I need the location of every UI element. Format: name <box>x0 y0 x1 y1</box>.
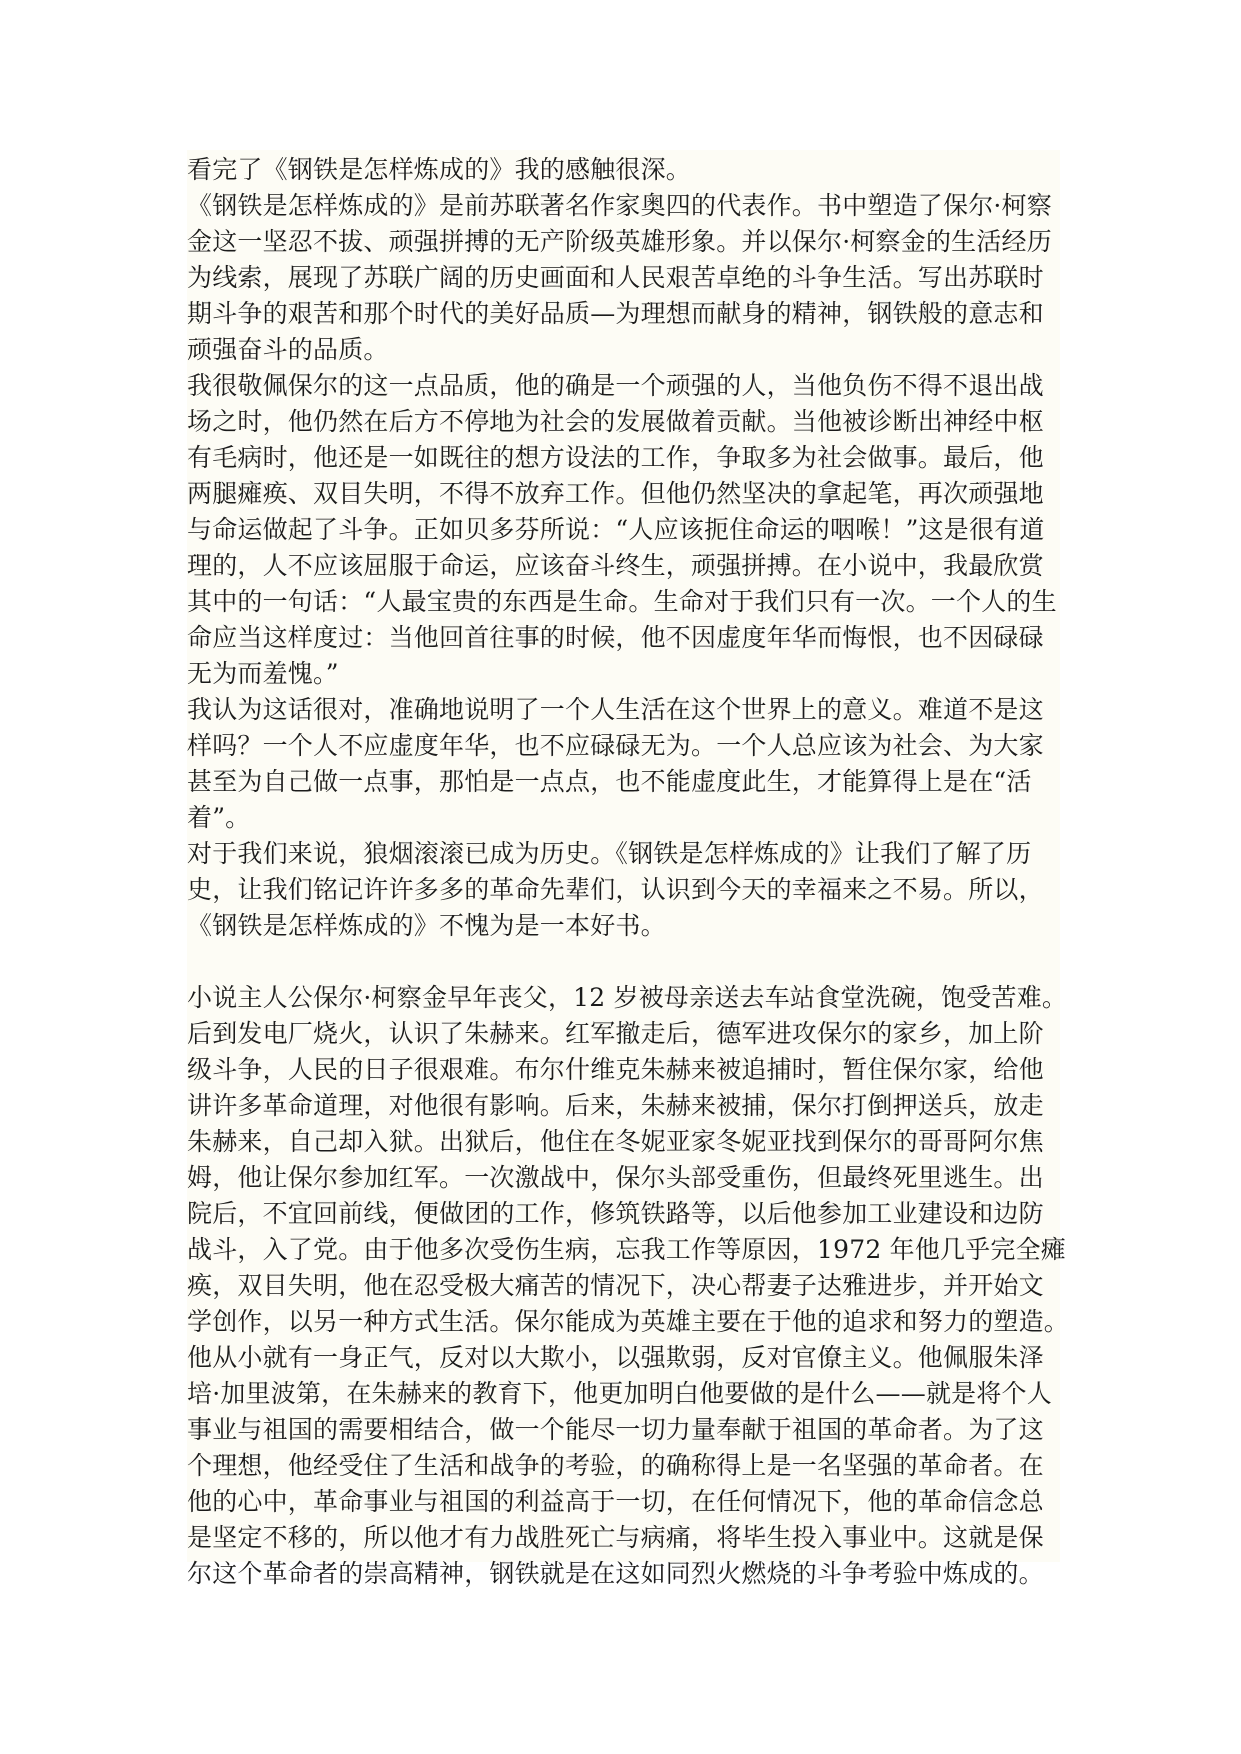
text-line: 级斗争，人民的日子很艰难。布尔什维克朱赫来被追捕时，暂住保尔家，给他 <box>187 1055 1044 1084</box>
text-line: 是坚定不移的，所以他才有力战胜死亡与病痛，将毕生投入事业中。这就是保 <box>187 1523 1044 1552</box>
text-line: 事业与祖国的需要相结合，做一个能尽一切力量奉献于祖国的革命者。为了这 <box>187 1415 1044 1444</box>
text-line: 战斗，入了党。由于他多次受伤生病，忘我工作等原因，1972 年他几乎完全瘫 <box>187 1235 1066 1264</box>
document-body <box>187 152 1070 1592</box>
text-line: 其中的一句话：“人最宝贵的东西是生命。生命对于我们只有一次。一个人的生 <box>187 587 1057 616</box>
text-line: 史，让我们铭记许许多多的革命先辈们，认识到今天的幸福来之不易。所以， <box>187 875 1044 904</box>
document-page <box>187 150 1070 1588</box>
text-line: 姆，他让保尔参加红军。一次激战中，保尔头部受重伤，但最终死里逃生。出 <box>187 1163 1044 1192</box>
text-line: 后到发电厂烧火，认识了朱赫来。红军撤走后，德军进攻保尔的家乡，加上阶 <box>187 1019 1044 1048</box>
text-line: 培·加里波第，在朱赫来的教育下，他更加明白他要做的是什么——就是将个人 <box>187 1379 1052 1408</box>
text-line: 顽强奋斗的品质。 <box>187 335 389 364</box>
text-line: 金这一坚忍不拔、顽强拼搏的无产阶级英雄形象。并以保尔·柯察金的生活经历 <box>187 227 1052 256</box>
text-line: 《钢铁是怎样炼成的》是前苏联著名作家奥四的代表作。书中塑造了保尔·柯察 <box>187 191 1052 220</box>
text-line: 我认为这话很对，准确地说明了一个人生活在这个世界上的意义。难道不是这 <box>187 695 1044 724</box>
text-line: 讲许多革命道理，对他很有影响。后来，朱赫来被捕，保尔打倒押送兵，放走 <box>187 1091 1044 1120</box>
text-line: 甚至为自己做一点事，那怕是一点点，也不能虚度此生，才能算得上是在“活 <box>187 767 1032 796</box>
text-line: 命应当这样度过：当他回首往事的时候，他不因虚度年华而悔恨，也不因碌碌 <box>187 623 1044 652</box>
text-line: 院后，不宜回前线，便做团的工作，修筑铁路等，以后他参加工业建设和边防 <box>187 1199 1044 1228</box>
text-line: 朱赫来，自己却入狱。出狱后，他住在冬妮亚家冬妮亚找到保尔的哥哥阿尔焦 <box>187 1127 1044 1156</box>
text-line: 对于我们来说，狼烟滚滚已成为历史。《钢铁是怎样炼成的》让我们了解了历 <box>187 839 1032 868</box>
text-line: 学创作，以另一种方式生活。保尔能成为英雄主要在于他的追求和努力的塑造。 <box>187 1307 1070 1336</box>
text-line: 《钢铁是怎样炼成的》不愧为是一本好书。 <box>187 911 666 940</box>
text-line: 个理想，他经受住了生活和战争的考验，的确称得上是一名坚强的革命者。在 <box>187 1451 1044 1480</box>
text-line: 两腿瘫痪、双目失明，不得不放弃工作。但他仍然坚决的拿起笔，再次顽强地 <box>187 479 1044 508</box>
text-line: 看完了《钢铁是怎样炼成的》我的感触很深。 <box>187 155 692 184</box>
text-line: 为线索，展现了苏联广阔的历史画面和人民艰苦卓绝的斗争生活。写出苏联时 <box>187 263 1044 292</box>
text-line: 他的心中，革命事业与祖国的利益高于一切，在任何情况下，他的革命信念总 <box>187 1487 1044 1516</box>
text-line: 样吗？一个人不应虚度年华，也不应碌碌无为。一个人总应该为社会、为大家 <box>187 731 1044 760</box>
text-line: 尔这个革命者的崇高精神，钢铁就是在这如同烈火燃烧的斗争考验中炼成的。 <box>187 1559 1044 1588</box>
text-line: 理的，人不应该屈服于命运，应该奋斗终生，顽强拼搏。在小说中，我最欣赏 <box>187 551 1044 580</box>
text-line: 他从小就有一身正气，反对以大欺小，以强欺弱，反对官僚主义。他佩服朱泽 <box>187 1343 1044 1372</box>
blank-line <box>187 944 1060 980</box>
text-line: 无为而羞愧。” <box>187 659 339 688</box>
text-line: 有毛病时，他还是一如既往的想方设法的工作，争取多为社会做事。最后，他 <box>187 443 1044 472</box>
text-line: 痪，双目失明，他在忍受极大痛苦的情况下，决心帮妻子达雅进步，并开始文 <box>187 1271 1044 1300</box>
text-line: 期斗争的艰苦和那个时代的美好品质—为理想而献身的精神，钢铁般的意志和 <box>187 299 1044 328</box>
text-line: 场之时，他仍然在后方不停地为社会的发展做着贡献。当他被诊断出神经中枢 <box>187 407 1044 436</box>
text-line: 着”。 <box>187 803 251 832</box>
text-line: 我很敬佩保尔的这一点品质，他的确是一个顽强的人，当他负伤不得不退出战 <box>187 371 1044 400</box>
text-line: 与命运做起了斗争。正如贝多芬所说：“人应该扼住命运的咽喉！”这是很有道 <box>187 515 1045 544</box>
text-line: 小说主人公保尔·柯察金早年丧父，12 岁被母亲送去车站食堂洗碗，饱受苦难。 <box>187 983 1068 1012</box>
